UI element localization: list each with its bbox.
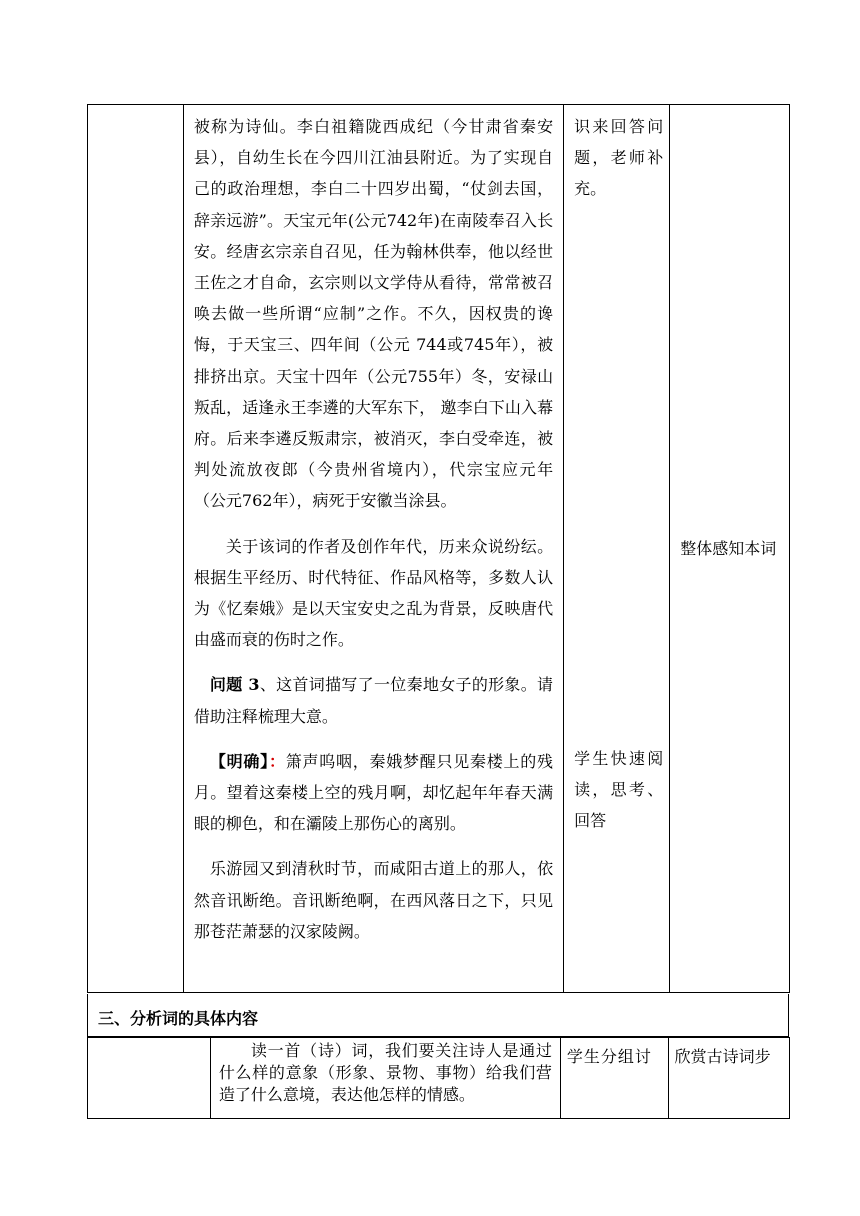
purpose-cell <box>670 105 790 993</box>
question-3 <box>194 669 553 731</box>
student-activity-cell <box>564 105 670 993</box>
section-heading: 三、分析词的具体内容 <box>87 994 789 1037</box>
student-activity-text: 学生分组讨 <box>566 1047 652 1066</box>
question-label: 问题 3 <box>209 675 260 695</box>
purpose-text: 欣赏古诗词步 <box>674 1047 771 1066</box>
answer-text: 箫声呜咽，秦娥梦醒只见秦楼上的残月。望着这秦楼上空的残月啊，却忆起年年春天满眼的柳色，和在灞陵上那伤心的离别。 <box>193 751 554 834</box>
purpose-cell <box>668 1038 789 1119</box>
answer-colon: ： <box>268 751 286 771</box>
question-text: 、这首词描写了一位秦地女子的形象。请借助注释梳理大意。 <box>193 675 554 726</box>
student-activity-cell <box>560 1038 668 1119</box>
answer-paragraph-2: 乐游园又到清秋时节，而咸阳古道上的那人，依然音讯断绝。音讯断绝啊，在西风落日之下，只见那苍茫萧瑟的汉家陵阙。 <box>193 859 554 941</box>
content-column-cell <box>210 1038 560 1119</box>
table-row <box>88 105 790 993</box>
purpose-text: 整体感知本词 <box>680 538 777 558</box>
student-activity-mid: 学生快速阅读，思考、回答 <box>574 748 664 831</box>
answer-paragraph <box>194 746 553 840</box>
lesson-table-part-2 <box>87 104 790 993</box>
answer-label: 【明确】 <box>209 751 269 771</box>
table-row <box>88 1038 790 1119</box>
analysis-intro-text: 读一首（诗）词，我们要关注诗人是通过什么样的意象（形象、景物、事物）给我们营造了什么意境，表达他怎样的情感。 <box>218 1041 552 1104</box>
student-activity-top: 识来回答问题，老师补充。 <box>574 117 664 199</box>
lesson-table-part-3 <box>87 1037 790 1119</box>
author-biography-text: 被称为诗仙。李白祖籍陇西成纪（今甘肃省秦安县），自幼生长在今四川江油县附近。为了实现自己的政治理想，李白二十四岁出蜀，“仗剑去国，辞亲远游”。天宝元年(公元742年)在南陵奉召入长安。经唐玄宗亲自召见，任为翰林供奉，他以经世王佐之才自命，玄宗则以文学侍从看待，常常被召唤去做一些所谓“应制”之作。不久，因权贵的谗悔，于天宝三、四年间（公元 744或745年），被排挤出京。天宝十四年（公元755年）冬，安禄山叛乱，适逢永王李遴的大军东下， 邀李白下山入幕府。后来李遴反叛肃宗，被消灭，李白受牵连，被判处流放夜郎（今贵州省境内），代宗宝应元年（公元762年），病死于安徽当涂县。 <box>193 117 554 511</box>
content-column-cell <box>183 105 563 993</box>
background-text: 关于该词的作者及创作年代，历来众说纷纭。根据生平经历、时代特征、作品风格等，多数人认为《忆秦娥》是以天宝安史之乱为背景，反映唐代由盛而衰的伤时之作。 <box>193 536 554 650</box>
stage-column-cell <box>88 1038 211 1119</box>
stage-column-cell <box>88 105 184 993</box>
